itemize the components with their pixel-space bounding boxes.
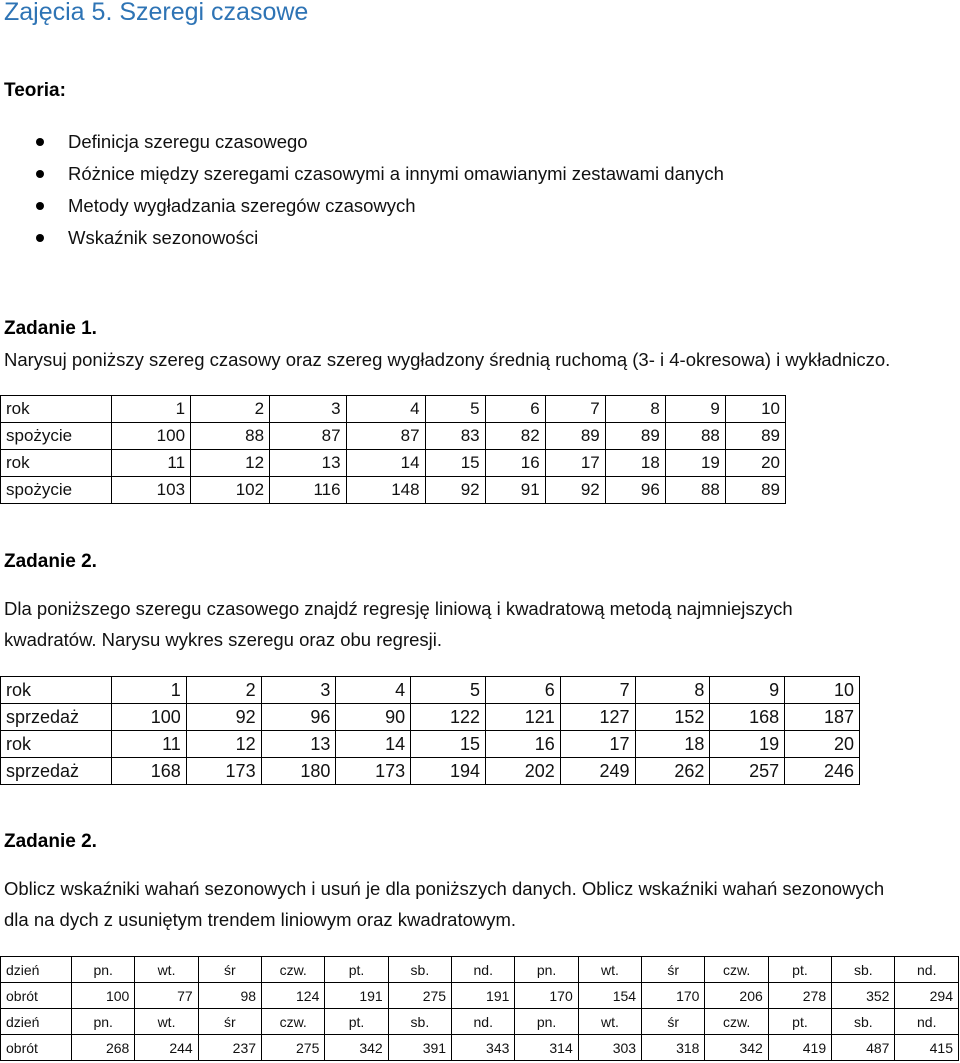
table-cell: 173 <box>186 758 261 785</box>
table-cell: wt. <box>135 957 198 983</box>
table-row <box>1 677 860 704</box>
table-cell: czw. <box>705 1009 768 1035</box>
table-cell: 19 <box>665 450 725 477</box>
table-cell: 15 <box>411 731 486 758</box>
table-cell: 7 <box>545 396 605 423</box>
table-row <box>1 983 959 1009</box>
table-cell: 8 <box>635 677 710 704</box>
table-cell: 11 <box>112 731 187 758</box>
table-cell: 194 <box>411 758 486 785</box>
table-cell: 419 <box>768 1035 831 1061</box>
table-cell: 19 <box>710 731 785 758</box>
table-cell: nd. <box>452 1009 515 1035</box>
table-cell: 18 <box>605 450 665 477</box>
table-cell: 10 <box>785 677 860 704</box>
theory-item: Definicja szeregu czasowego <box>36 126 724 158</box>
table-cell: 152 <box>635 704 710 731</box>
table-cell: 4 <box>336 677 411 704</box>
table-cell: sb. <box>388 957 451 983</box>
table-cell: 262 <box>635 758 710 785</box>
table-row <box>1 477 786 504</box>
table-row <box>1 731 860 758</box>
table-cell: 173 <box>336 758 411 785</box>
table-cell: 100 <box>112 704 187 731</box>
table-cell: 89 <box>545 423 605 450</box>
table-cell: nd. <box>895 957 959 983</box>
task1-text: Narysuj poniższy szereg czasowy oraz szereg wygładzony średnią ruchomą (3- i 4-okresowa) i wykładniczo. <box>4 349 891 370</box>
table-cell: 15 <box>425 450 485 477</box>
table-cell: 244 <box>135 1035 198 1061</box>
table-row <box>1 704 860 731</box>
theory-heading: Teoria: <box>4 80 66 101</box>
table-cell: czw. <box>262 1009 325 1035</box>
table-cell: 18 <box>635 731 710 758</box>
page-title: Zajęcia 5. Szeregi czasowe <box>4 0 309 26</box>
table-cell: 352 <box>832 983 895 1009</box>
table-cell: 121 <box>485 704 560 731</box>
table-cell: śr <box>642 957 705 983</box>
table-cell: 92 <box>425 477 485 504</box>
table-cell: czw. <box>262 957 325 983</box>
table-row <box>1 450 786 477</box>
task3-table <box>0 956 959 1061</box>
table-cell: 90 <box>336 704 411 731</box>
table-row <box>1 1009 959 1035</box>
task2-table <box>0 676 860 785</box>
theory-item: Metody wygładzania szeregów czasowych <box>36 190 724 222</box>
table-cell: 4 <box>346 396 425 423</box>
table-cell: 116 <box>270 477 346 504</box>
table-cell: pn. <box>72 957 135 983</box>
row-label-cell: obrót <box>1 983 72 1009</box>
table-cell: 342 <box>325 1035 388 1061</box>
row-label-cell: sprzedaż <box>1 704 112 731</box>
table-cell: 127 <box>560 704 635 731</box>
table-row <box>1 396 786 423</box>
task2-heading: Zadanie 2. <box>4 551 97 572</box>
table-cell: pt. <box>325 957 388 983</box>
table-row <box>1 957 959 983</box>
table-cell: 2 <box>186 677 261 704</box>
theory-list <box>36 126 724 254</box>
table-cell: 16 <box>485 450 545 477</box>
table-cell: 89 <box>725 477 785 504</box>
table-cell: 7 <box>560 677 635 704</box>
table-cell: 20 <box>785 731 860 758</box>
table-cell: pn. <box>515 957 578 983</box>
table-cell: 87 <box>270 423 346 450</box>
table-cell: 83 <box>425 423 485 450</box>
table-cell: śr <box>642 1009 705 1035</box>
table-cell: 89 <box>605 423 665 450</box>
table-cell: 77 <box>135 983 198 1009</box>
table-cell: 89 <box>725 423 785 450</box>
table-cell: 249 <box>560 758 635 785</box>
table-cell: 206 <box>705 983 768 1009</box>
table-cell: 2 <box>191 396 270 423</box>
table-cell: 88 <box>665 477 725 504</box>
table-cell: 14 <box>346 450 425 477</box>
table-cell: 3 <box>261 677 336 704</box>
table-cell: 14 <box>336 731 411 758</box>
table-cell: 12 <box>186 731 261 758</box>
table-cell: 415 <box>895 1035 959 1061</box>
table-cell: wt. <box>578 1009 641 1035</box>
table-cell: 275 <box>388 983 451 1009</box>
table-cell: 103 <box>112 477 191 504</box>
table-cell: 391 <box>388 1035 451 1061</box>
row-label-cell: rok <box>1 731 112 758</box>
table-cell: 314 <box>515 1035 578 1061</box>
table-cell: 122 <box>411 704 486 731</box>
table-cell: 96 <box>261 704 336 731</box>
theory-item: Różnice między szeregami czasowymi a innymi omawianymi zestawami danych <box>36 158 724 190</box>
row-label-cell: rok <box>1 450 112 477</box>
table-cell: 13 <box>270 450 346 477</box>
table-cell: 92 <box>545 477 605 504</box>
row-label-cell: dzień <box>1 1009 72 1035</box>
table-cell: 342 <box>705 1035 768 1061</box>
table-cell: sb. <box>832 957 895 983</box>
table-cell: 13 <box>261 731 336 758</box>
table-cell: 6 <box>485 677 560 704</box>
table-cell: czw. <box>705 957 768 983</box>
table-cell: 124 <box>262 983 325 1009</box>
table-cell: 98 <box>198 983 261 1009</box>
task3-text-line1: Oblicz wskaźniki wahań sezonowych i usuń je dla poniższych danych. Oblicz wskaźniki wahań sezonowych <box>4 878 885 899</box>
table-cell: 6 <box>485 396 545 423</box>
row-label-cell: rok <box>1 677 112 704</box>
table-cell: 5 <box>425 396 485 423</box>
table-cell: śr <box>198 957 261 983</box>
table-cell: 154 <box>578 983 641 1009</box>
task3-text-line2: dla na dych z usuniętym trendem liniowym oraz kwadratowym. <box>4 909 517 930</box>
table-cell: 17 <box>560 731 635 758</box>
table-cell: pt. <box>768 957 831 983</box>
table-cell: 268 <box>72 1035 135 1061</box>
table-cell: 12 <box>191 450 270 477</box>
table-cell: 92 <box>186 704 261 731</box>
table-cell: 275 <box>262 1035 325 1061</box>
row-label-cell: rok <box>1 396 112 423</box>
table-cell: śr <box>198 1009 261 1035</box>
theory-item: Wskaźnik sezonowości <box>36 222 724 254</box>
table-cell: pn. <box>515 1009 578 1035</box>
table-cell: wt. <box>135 1009 198 1035</box>
table-cell: 96 <box>605 477 665 504</box>
task1-heading: Zadanie 1. <box>4 318 97 339</box>
table-cell: 187 <box>785 704 860 731</box>
table-cell: 343 <box>452 1035 515 1061</box>
table-row <box>1 758 860 785</box>
table-cell: 1 <box>112 396 191 423</box>
row-label-cell: sprzedaż <box>1 758 112 785</box>
table-cell: sb. <box>388 1009 451 1035</box>
table-cell: 17 <box>545 450 605 477</box>
table-cell: 5 <box>411 677 486 704</box>
table-cell: pt. <box>768 1009 831 1035</box>
table-cell: 11 <box>112 450 191 477</box>
table-cell: wt. <box>578 957 641 983</box>
table-cell: 8 <box>605 396 665 423</box>
row-label-cell: dzień <box>1 957 72 983</box>
table-cell: 191 <box>452 983 515 1009</box>
table-cell: pt. <box>325 1009 388 1035</box>
table-row <box>1 423 786 450</box>
table-cell: nd. <box>452 957 515 983</box>
table-cell: pn. <box>72 1009 135 1035</box>
table-cell: 318 <box>642 1035 705 1061</box>
table-cell: 91 <box>485 477 545 504</box>
row-label-cell: obrót <box>1 1035 72 1061</box>
table-cell: nd. <box>895 1009 959 1035</box>
task2-text-line2: kwadratów. Narysu wykres szeregu oraz obu regresji. <box>4 629 443 650</box>
table-cell: 294 <box>895 983 959 1009</box>
table-cell: 180 <box>261 758 336 785</box>
table-cell: 87 <box>346 423 425 450</box>
task2-text-line1: Dla poniższego szeregu czasowego znajdź regresję liniową i kwadratową metodą najmniejszych <box>4 598 793 619</box>
table-cell: 191 <box>325 983 388 1009</box>
task3-heading: Zadanie 2. <box>4 831 97 852</box>
task1-table <box>0 395 786 504</box>
row-label-cell: spożycie <box>1 423 112 450</box>
table-cell: 9 <box>665 396 725 423</box>
table-cell: 168 <box>112 758 187 785</box>
table-cell: 3 <box>270 396 346 423</box>
table-cell: 82 <box>485 423 545 450</box>
table-cell: 278 <box>768 983 831 1009</box>
table-cell: 1 <box>112 677 187 704</box>
table-cell: 487 <box>832 1035 895 1061</box>
table-cell: 202 <box>485 758 560 785</box>
table-cell: 148 <box>346 477 425 504</box>
table-cell: 100 <box>72 983 135 1009</box>
table-cell: 257 <box>710 758 785 785</box>
table-cell: 246 <box>785 758 860 785</box>
table-cell: 303 <box>578 1035 641 1061</box>
table-cell: 10 <box>725 396 785 423</box>
table-row <box>1 1035 959 1061</box>
table-cell: sb. <box>832 1009 895 1035</box>
table-cell: 237 <box>198 1035 261 1061</box>
table-cell: 88 <box>665 423 725 450</box>
table-cell: 170 <box>515 983 578 1009</box>
table-cell: 16 <box>485 731 560 758</box>
table-cell: 170 <box>642 983 705 1009</box>
table-cell: 9 <box>710 677 785 704</box>
table-cell: 102 <box>191 477 270 504</box>
table-cell: 20 <box>725 450 785 477</box>
row-label-cell: spożycie <box>1 477 112 504</box>
table-cell: 88 <box>191 423 270 450</box>
table-cell: 168 <box>710 704 785 731</box>
table-cell: 100 <box>112 423 191 450</box>
